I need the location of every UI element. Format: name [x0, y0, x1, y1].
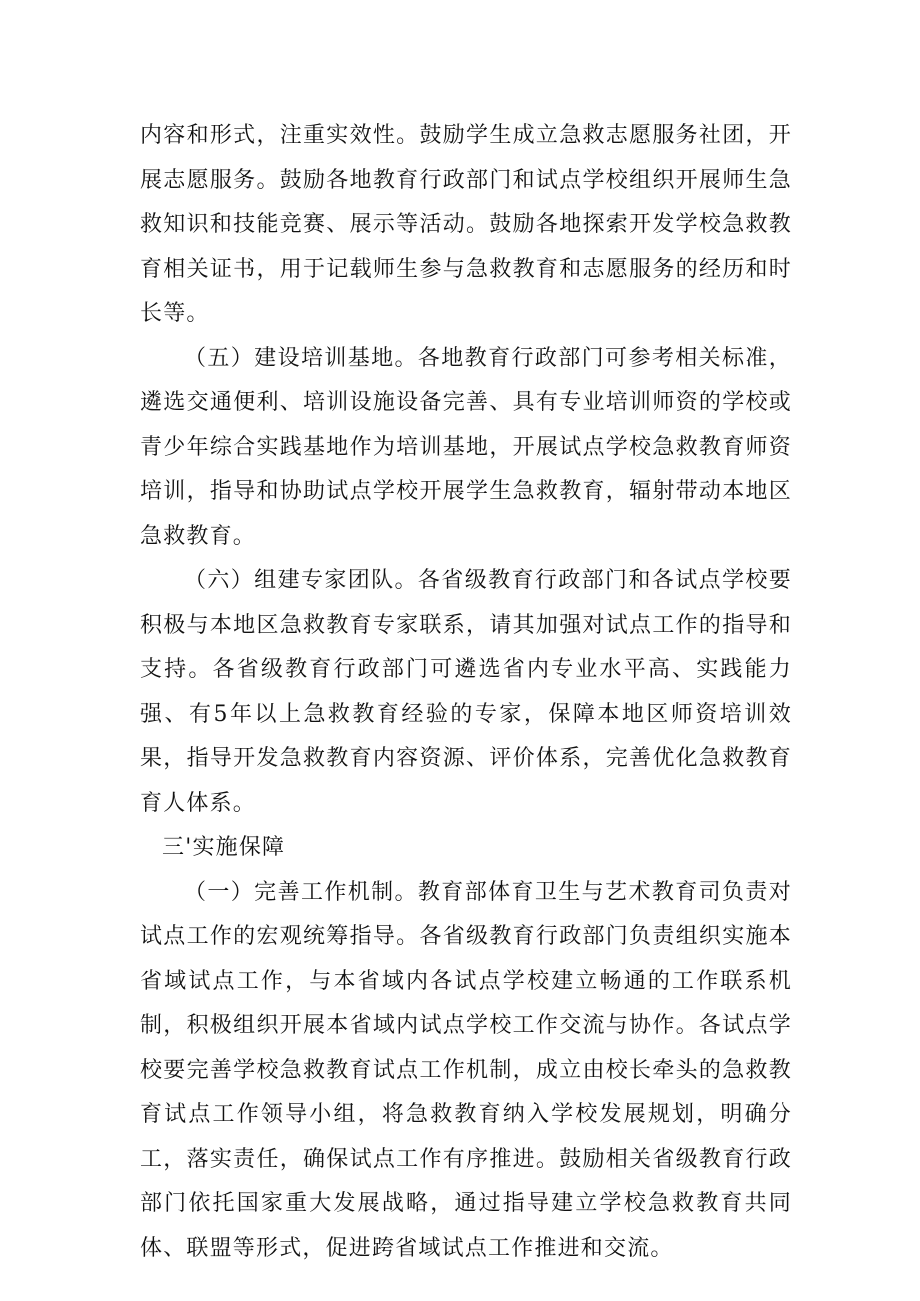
- paragraph-expert-team: （六）组建专家团队。各省级教育行政部门和各试点学校要积极与本地区急救教育专家联系，请其加强对试点工作的指导和支持。各省级教育行政部门可遴选省内专业水平高、实践能力强、有5年以上急救教育经验的专家，保障本地区师资培训效果，指导开发急救教育内容资源、评价体系，完善优化急救教育育人体系。: [140, 568, 792, 816]
- paragraph-work-mechanism: （一）完善工作机制。教育部体育卫生与艺术教育司负责对试点工作的宏观统筹指导。各省级教育行政部门负责组织实施本省域试点工作，与本省域内各试点学校建立畅通的工作联系机制，积极组织开展本省域内试点学校工作交流与协作。各试点学校要完善学校急救教育试点工作机制，成立由校长牵头的急救教育试点工作领导小组，将急救教育纳入学校发展规划，明确分工，落实责任，确保试点工作有序推进。鼓励相关省级教育行政部门依托国家重大发展战略，通过指导建立学校急救教育共同体、联盟等形式，促进跨省域试点工作推进和交流。: [140, 879, 792, 1261]
- paragraph-training-base: （五）建设培训基地。各地教育行政部门可参考相关标准，遴选交通便利、培训设施设备完善、具有专业培训师资的学校或青少年综合实践基地作为培训基地，开展试点学校急救教育师资培训，指导和协助试点学校开展学生急救教育，辐射带动本地区急救教育。: [140, 345, 792, 549]
- section-heading-implementation: 三'实施保障: [162, 835, 286, 860]
- paragraph-continuation: 内容和形式，注重实效性。鼓励学生成立急救志愿服务社团，开展志愿服务。鼓励各地教育行政部门和试点学校组织开展师生急救知识和技能竞赛、展示等活动。鼓励各地探索开发学校急救教育相关证书，用于记载师生参与急救教育和志愿服务的经历和时长等。: [140, 123, 792, 326]
- document-body: [140, 114, 792, 1271]
